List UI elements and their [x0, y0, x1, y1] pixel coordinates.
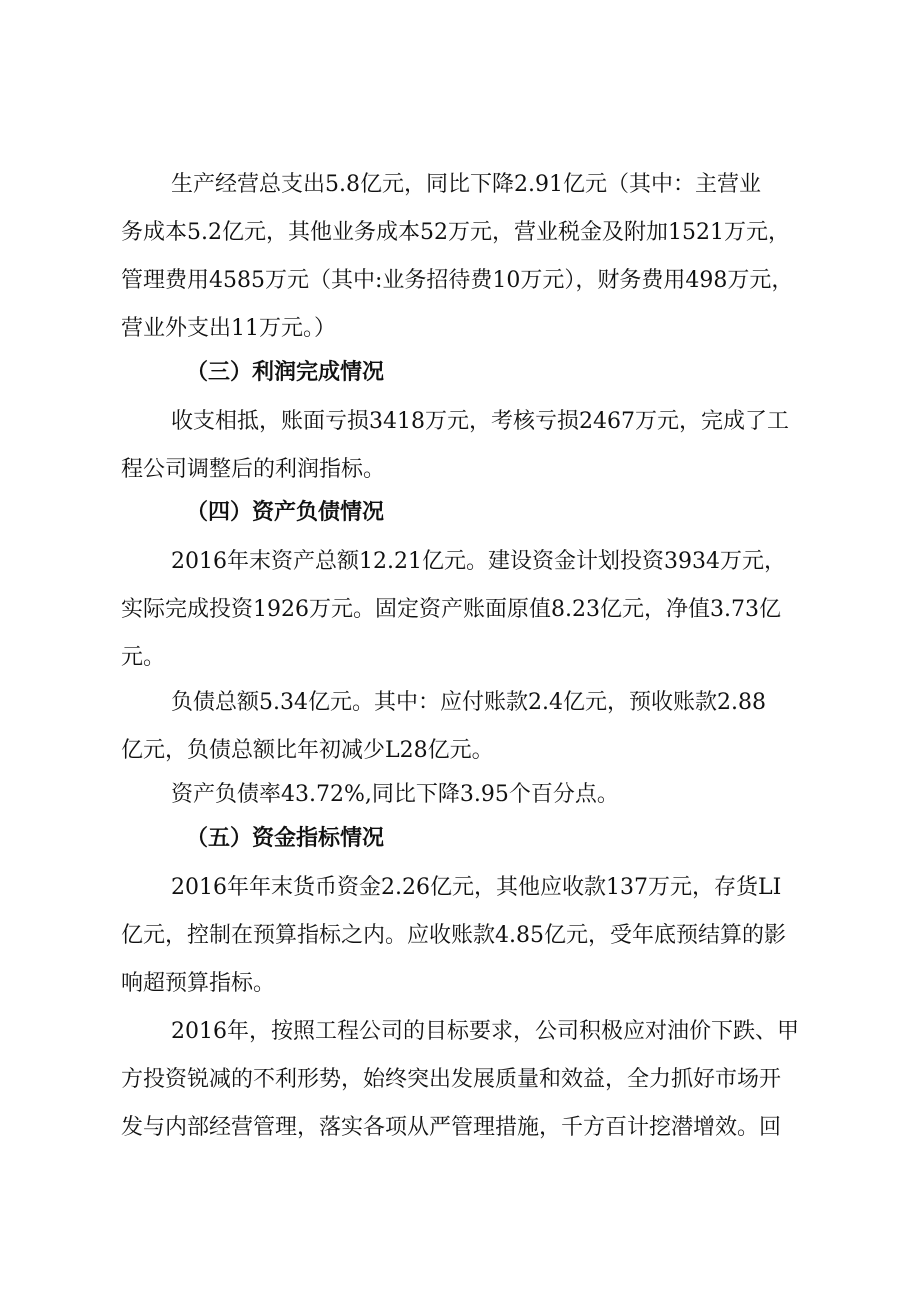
paragraph-line: 务成本5.2亿元，其他业务成本52万元，营业税金及附加1521万元， — [121, 220, 790, 245]
paragraph-line: 生产经营总支出5.8亿元，同比下降2.91亿元（其中：主营业 — [171, 172, 761, 197]
paragraph-line: 负债总额5.34亿元。其中：应付账款2.4亿元，预收账款2.88 — [171, 690, 766, 715]
paragraph-line: 资产负债率43.72%,同比下降3.95个百分点。 — [171, 782, 619, 807]
paragraph-line: 元。 — [121, 645, 166, 670]
paragraph-line: 响超预算指标。 — [121, 971, 276, 996]
section-heading-profit: （三）利润完成情况 — [186, 360, 385, 385]
paragraph-line: 方投资锐减的不利形势，始终突出发展质量和效益，全力抓好市场开 — [121, 1067, 782, 1092]
paragraph-line: 收支相抵，账面亏损3418万元，考核亏损2467万元，完成了工 — [171, 409, 789, 434]
section-heading-assets: （四）资产负债情况 — [186, 500, 385, 525]
paragraph-line: 管理费用4585万元（其中:业务招待费10万元），财务费用498万元， — [121, 268, 794, 293]
paragraph-line: 亿元，控制在预算指标之内。应收账款4.85亿元，受年底预结算的影 — [121, 923, 786, 948]
paragraph-line: 营业外支出11万元。） — [121, 316, 336, 341]
paragraph-line: 程公司调整后的利润指标。 — [121, 457, 386, 482]
paragraph-line: 实际完成投资1926万元。固定资产账面原值8.23亿元，净值3.73亿 — [121, 597, 781, 622]
section-heading-funds: （五）资金指标情况 — [186, 826, 385, 851]
paragraph-line: 发与内部经营管理，落实各项从严管理措施，千方百计挖潜增效。回 — [121, 1115, 782, 1140]
paragraph-line: 2016年末资产总额12.21亿元。建设资金计划投资3934万元， — [171, 549, 786, 574]
paragraph-line: 2016年，按照工程公司的目标要求，公司积极应对油价下跌、甲 — [171, 1019, 799, 1044]
paragraph-line: 2016年年末货币资金2.26亿元，其他应收款137万元，存货LI — [171, 875, 782, 900]
paragraph-line: 亿元，负债总额比年初减少L28亿元。 — [121, 738, 494, 763]
